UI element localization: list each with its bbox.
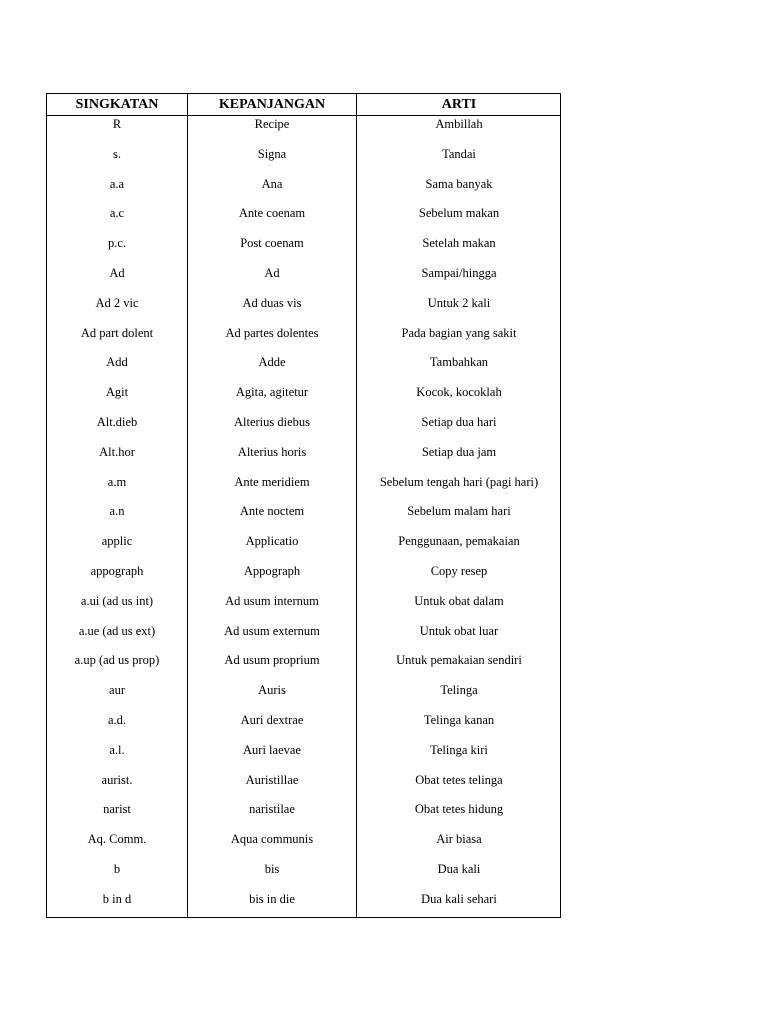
- table-row: [47, 444, 560, 474]
- table-row: [47, 354, 560, 384]
- cell-kepanjangan: Ad partes dolentes: [225, 325, 319, 340]
- table-row: [47, 474, 560, 504]
- header-singkatan: SINGKATAN: [75, 97, 159, 112]
- table-row: [47, 205, 560, 235]
- cell-singkatan: a.a: [109, 176, 125, 191]
- cell-arti: Sebelum tengah hari (pagi hari): [379, 474, 539, 489]
- cell-arti: Telinga kanan: [423, 712, 495, 727]
- table-row: [47, 712, 560, 742]
- table-row: [47, 116, 560, 146]
- cell-singkatan: Alt.hor: [99, 444, 135, 459]
- cell-kepanjangan: Auri laevae: [243, 742, 301, 757]
- cell-kepanjangan: Ante noctem: [239, 504, 305, 519]
- header-arti: ARTI: [441, 97, 477, 112]
- cell-arti: Obat tetes telinga: [415, 772, 503, 787]
- table-row: [47, 891, 560, 921]
- cell-arti: Setiap dua jam: [421, 444, 497, 459]
- table-row: [47, 295, 560, 325]
- cell-kepanjangan: Ante coenam: [238, 206, 306, 221]
- cell-kepanjangan: Aqua communis: [230, 832, 314, 847]
- cell-singkatan: a.n: [109, 504, 125, 519]
- table-row: [47, 533, 560, 563]
- cell-singkatan: Ad part dolent: [80, 325, 154, 340]
- table-row: [47, 623, 560, 653]
- cell-arti: Tambahkan: [429, 355, 489, 370]
- cell-kepanjangan: naristilae: [249, 802, 295, 817]
- table-row: [47, 176, 560, 206]
- cell-arti: Ambillah: [435, 117, 483, 131]
- cell-singkatan: b: [113, 861, 121, 876]
- cell-singkatan: aurist.: [101, 772, 133, 787]
- cell-arti: Dua kali sehari: [421, 891, 497, 906]
- cell-arti: Sebelum malam hari: [407, 504, 511, 519]
- cell-singkatan: a.ui (ad us int): [80, 593, 154, 608]
- cell-arti: Sebelum makan: [418, 206, 500, 221]
- cell-kepanjangan: Ad usum externum: [224, 623, 320, 638]
- cell-kepanjangan: Applicatio: [245, 534, 299, 549]
- cell-arti: Air biasa: [436, 832, 482, 847]
- cell-kepanjangan: Auris: [258, 683, 286, 698]
- cell-singkatan: a.d.: [107, 712, 127, 727]
- cell-kepanjangan: Ad duas vis: [242, 295, 302, 310]
- table-row: [47, 652, 560, 682]
- cell-singkatan: Aq. Comm.: [87, 832, 147, 847]
- cell-kepanjangan: Recipe: [254, 117, 290, 131]
- cell-singkatan: Ad: [109, 265, 125, 280]
- cell-arti: Untuk obat dalam: [414, 593, 504, 608]
- cell-kepanjangan: Ad usum internum: [225, 593, 319, 608]
- table-row: [47, 325, 560, 355]
- table-row: [47, 384, 560, 414]
- table-row: [47, 146, 560, 176]
- cell-singkatan: s.: [113, 146, 121, 161]
- cell-singkatan: Add: [106, 355, 128, 370]
- cell-arti: Telinga: [440, 683, 478, 698]
- table-row: [47, 682, 560, 712]
- cell-kepanjangan: bis in die: [249, 891, 295, 906]
- cell-kepanjangan: Agita, agitetur: [235, 385, 309, 400]
- cell-arti: Penggunaan, pemakaian: [398, 534, 520, 549]
- cell-singkatan: a.m: [107, 474, 127, 489]
- table-row: [47, 593, 560, 623]
- table-row: [47, 742, 560, 772]
- cell-singkatan: a.c: [109, 206, 125, 221]
- header-kepanjangan: KEPANJANGAN: [218, 97, 326, 112]
- cell-singkatan: a.up (ad us prop): [74, 653, 160, 668]
- cell-singkatan: a.l.: [109, 742, 125, 757]
- cell-singkatan: Agit: [105, 385, 129, 400]
- table-row: [47, 772, 560, 802]
- table-row: [47, 235, 560, 265]
- table-row: [47, 414, 560, 444]
- table-body: [47, 116, 560, 921]
- cell-arti: Sama banyak: [425, 176, 493, 191]
- cell-kepanjangan: Ad: [264, 265, 280, 280]
- cell-singkatan: Alt.dieb: [96, 414, 138, 429]
- cell-kepanjangan: Ana: [261, 176, 283, 191]
- cell-arti: Sampai/hingga: [421, 265, 497, 280]
- cell-kepanjangan: Ante meridiem: [234, 474, 310, 489]
- cell-kepanjangan: Auri dextrae: [240, 712, 304, 727]
- cell-singkatan: a.ue (ad us ext): [78, 623, 156, 638]
- cell-arti: Obat tetes hidung: [414, 802, 504, 817]
- table-header-row: [47, 94, 560, 115]
- table-row: [47, 831, 560, 861]
- cell-singkatan: p.c.: [107, 236, 127, 251]
- cell-singkatan: b in d: [102, 891, 132, 906]
- table-row: [47, 265, 560, 295]
- abbreviation-table: [46, 93, 561, 918]
- cell-kepanjangan: Signa: [257, 146, 287, 161]
- table-row: [47, 503, 560, 533]
- cell-kepanjangan: Auristillae: [245, 772, 299, 787]
- cell-arti: Setelah makan: [422, 236, 496, 251]
- table-row: [47, 861, 560, 891]
- cell-kepanjangan: Adde: [258, 355, 286, 370]
- cell-arti: Setiap dua hari: [421, 414, 497, 429]
- cell-kepanjangan: Post coenam: [240, 236, 304, 251]
- cell-arti: Copy resep: [430, 563, 488, 578]
- cell-singkatan: R: [112, 117, 122, 131]
- cell-singkatan: aur: [109, 683, 125, 698]
- cell-kepanjangan: Alterius horis: [237, 444, 307, 459]
- cell-arti: Untuk obat luar: [419, 623, 499, 638]
- cell-singkatan: appograph: [90, 563, 144, 578]
- table-row: [47, 563, 560, 593]
- cell-arti: Telinga kiri: [430, 742, 488, 757]
- cell-singkatan: Ad 2 vic: [95, 295, 139, 310]
- cell-kepanjangan: Alterius diebus: [233, 414, 311, 429]
- cell-arti: Tandai: [442, 146, 476, 161]
- cell-singkatan: applic: [101, 534, 133, 549]
- cell-arti: Untuk 2 kali: [427, 295, 491, 310]
- cell-kepanjangan: Appograph: [243, 563, 301, 578]
- table-row: [47, 801, 560, 831]
- cell-arti: Dua kali: [437, 861, 481, 876]
- cell-kepanjangan: bis: [264, 861, 280, 876]
- cell-arti: Kocok, kocoklah: [416, 385, 502, 400]
- cell-arti: Untuk pemakaian sendiri: [396, 653, 522, 668]
- cell-arti: Pada bagian yang sakit: [401, 325, 517, 340]
- cell-kepanjangan: Ad usum proprium: [224, 653, 320, 668]
- cell-singkatan: narist: [103, 802, 131, 817]
